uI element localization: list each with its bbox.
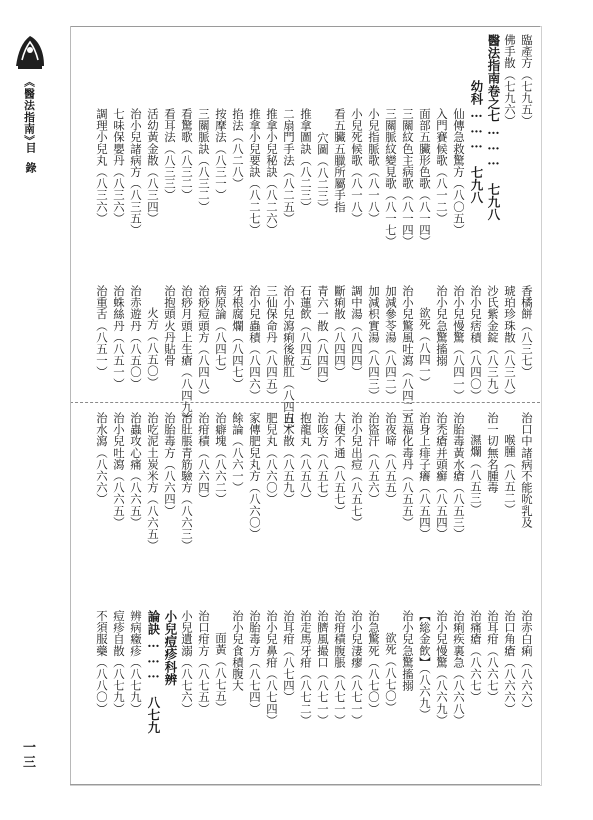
lower-toc-entry: 大便不通（八五七）	[333, 412, 347, 517]
lower-toc-entry: 治口角瘡（八六六）	[503, 610, 517, 715]
upper-toc-entry: 佛手散（七九六）	[503, 34, 517, 127]
lower-toc-entry: 治走馬牙疳（八七二）	[299, 610, 313, 726]
lower-toc-entry: 家傳肥兒丸方（八六〇）	[248, 412, 262, 540]
lower-toc-entry: 喉腫（八五二）	[503, 434, 517, 516]
upper-toc-entry: 琥珀珍珠散（八三八）	[503, 285, 517, 401]
lower-toc-entry: 痘疹自散（八七九）	[112, 610, 126, 715]
upper-toc-entry: 青六一散（八四四）	[316, 285, 330, 390]
upper-toc-entry: 三關脈訣（八三二）	[197, 108, 211, 213]
lower-toc-entry: 治耳疳（八六七）	[486, 610, 500, 703]
upper-toc-entry: 治小兒驚風吐瀉（八四二）	[401, 285, 415, 425]
lower-toc-entry: 治疳積（八六四）	[197, 412, 211, 505]
book-title: 《醫法指南》	[23, 76, 36, 147]
lower-toc-entry: 治小兒急驚搐搦	[401, 610, 415, 692]
page-number: 一三	[20, 740, 35, 770]
lower-toc-entry: 治禿瘡并頭癬（八五四）	[435, 412, 449, 540]
lower-toc-entry: 治夜啼（八五五）	[384, 412, 398, 505]
lower-toc-entry: 治小兒慢驚（八六九）	[435, 610, 449, 726]
upper-toc-entry: 幼科……… 七九八	[469, 80, 484, 204]
lower-toc-entry: 治臍風撮口（八七一）	[316, 610, 330, 726]
lower-toc-entry: 治口中諸病不能吮乳及	[520, 412, 534, 528]
upper-toc-entry: 二扇門手法（八二五）	[282, 108, 296, 224]
lower-toc-entry: 治小兒食積腹大	[231, 610, 245, 692]
upper-toc-entry: 推拿小兒秘訣（八二六）	[265, 108, 279, 236]
upper-toc-entry: 三關紋色主病歌（八一四）	[401, 108, 415, 248]
upper-toc-entry: 調中湯（八四四）	[350, 285, 364, 378]
upper-toc-entry: 治小兒急驚搐搦	[435, 285, 449, 367]
lower-toc-entry: 治身上痱子癢（八五四）	[418, 412, 432, 540]
lower-toc-entry: 辨病癥疹（八七九）	[129, 610, 143, 715]
middle-rule	[70, 402, 540, 403]
lower-toc-entry: 治胎毒方（八七四）	[248, 610, 262, 715]
upper-toc-entry: 香橘餅（八三七）	[520, 285, 534, 378]
upper-toc-entry: 按摩法（八三一）	[214, 108, 228, 201]
upper-toc-entry: 小兒指脈歌（八一八）	[367, 108, 381, 224]
upper-toc-entry: 治小兒瀉痢後脫肛（八四五）	[282, 285, 296, 436]
lower-toc-entry: 治小兒出痘（八五七）	[350, 412, 364, 528]
upper-toc-entry: 推拿圖訣（八二三）	[299, 108, 313, 213]
lower-toc-entry: 面黃（八七五）	[214, 632, 228, 714]
upper-toc-entry: 治小兒痞積（八四〇）	[469, 285, 483, 401]
lower-toc-entry: 論訣……… 八七九	[146, 610, 161, 734]
lower-toc-entry: 欲死（八七〇）	[384, 632, 398, 714]
upper-toc-entry: 三關脈紋變見歌（八一七）	[384, 108, 398, 248]
upper-toc-entry: 加減參苓湯（八四二）	[384, 285, 398, 401]
lower-toc-entry: 白术散（八五九）	[282, 412, 296, 505]
upper-toc-entry: 治赤遊丹（八五〇）	[129, 285, 143, 390]
upper-toc-entry: 看耳法（八三三）	[163, 108, 177, 201]
upper-toc-entry: 石蓮飲（八四五）	[299, 285, 313, 378]
lower-toc-entry: 治小兒吐瀉（八六五）	[112, 412, 126, 528]
lower-toc-entry: 餘論（八六一）	[231, 412, 245, 494]
lower-toc-entry: 【総金飲】（八六九）	[418, 610, 432, 721]
upper-toc-entry: 治小兒諸病方（八三五）	[129, 108, 143, 236]
lower-toc-entry: 濕爛（八五三）	[469, 434, 483, 516]
top-rule	[70, 26, 540, 27]
lower-toc-entry: 治急驚死（八七〇）	[367, 610, 381, 715]
upper-toc-entry: 仙傳急救驚方（八〇五）	[452, 108, 466, 236]
upper-toc-entry: 治小兒蟲積（八四六）	[248, 285, 262, 401]
upper-toc-entry: 治抱頭火丹貼骨	[163, 285, 177, 367]
upper-toc-entry: 入門賽候歌（八一二）	[435, 108, 449, 224]
lower-toc-entry: 治小兒鼻疳（八七四）	[265, 610, 279, 726]
lower-toc-entry: 治一切無名腫毒	[486, 412, 500, 494]
lower-toc-entry: 治胎毒黃水瘡（八五三）	[452, 412, 466, 540]
lower-toc-entry: 治疳積腹脹（八七一）	[333, 610, 347, 726]
upper-toc-entry: 看五臟五臘所屬手指	[333, 108, 347, 213]
lower-toc-entry: 治赤白痢（八六六）	[520, 610, 534, 715]
upper-toc-entry: 治蛛絲丹（八五一）	[112, 285, 126, 390]
lower-toc-entry: 小兒痘疹科辨	[163, 610, 178, 686]
upper-toc-entry: 治痧月頭上生瘡（八四九）	[180, 285, 194, 425]
lower-toc-entry: 五福化毒丹（八五五）	[401, 412, 415, 528]
upper-toc-entry: 三仙保命丹（八四五）	[265, 285, 279, 401]
lower-toc-entry: 抱龍丸（八五八）	[299, 412, 313, 505]
upper-toc-entry: 面部五臟形色歌（八一四）	[418, 108, 432, 248]
section-label: 目錄	[24, 142, 37, 182]
bottom-rule	[70, 784, 540, 785]
lower-toc-entry: 治水瀉（八六六）	[95, 412, 109, 505]
lower-toc-entry: 治癖塊（八六二）	[214, 412, 228, 505]
upper-toc-entry: 調理小兒丸（八三六）	[95, 108, 109, 224]
upper-toc-entry: 加減枳實湯（八四三）	[367, 285, 381, 401]
upper-toc-entry: 治痧痘頭方（八四八）	[197, 285, 211, 401]
lower-toc-entry: 治痢疾裏急（八六八）	[452, 610, 466, 726]
lower-toc-entry: 治盜汗（八五六）	[367, 412, 381, 505]
upper-toc-entry: 活幼黃金散（八三四）	[146, 108, 160, 224]
seal-icon	[12, 30, 48, 70]
upper-toc-entry: 推拿小兒要訣（八二七）	[248, 108, 262, 236]
upper-toc-entry: 火方（八五〇）	[146, 307, 160, 389]
upper-toc-entry: 欲死（八四一）	[418, 307, 432, 389]
lower-toc-entry: 治咳方（八五七）	[316, 412, 330, 505]
lower-toc-entry: 治胎毒方（八六四）	[163, 412, 177, 517]
left-rule	[70, 26, 71, 784]
upper-toc-entry: 七味保嬰丹（八三六）	[112, 108, 126, 224]
upper-toc-entry: 治重舌（八五一）	[95, 285, 109, 378]
lower-toc-entry: 治肚脹青筋驗方（八六三）	[180, 412, 194, 552]
upper-toc-entry: 沙氏紫金錠（八三九）	[486, 285, 500, 401]
upper-toc-entry: 牙根腐爛（八四七）	[231, 285, 245, 390]
lower-toc-entry: 治口疳方（八七五）	[197, 610, 211, 715]
upper-toc-entry: 醫法指南卷之七……… 七九八	[486, 34, 501, 221]
upper-toc-entry: 治小兒慢驚（八四一）	[452, 285, 466, 401]
upper-toc-entry: 臨產方（七九五）	[520, 34, 534, 127]
lower-toc-entry: 治蟲攻心痛（八六五）	[129, 412, 143, 528]
lower-toc-entry: 治吃泥土炭米方（八六五）	[146, 412, 160, 552]
upper-toc-entry: 斷痢散（八四四）	[333, 285, 347, 378]
lower-toc-entry: 不須服藥（八八〇）	[95, 610, 109, 715]
lower-toc-entry: 治痛瘡（八六七）	[469, 610, 483, 703]
upper-toc-entry: 小兒死候歌（八一八）	[350, 108, 364, 224]
upper-toc-entry: 病原論（八四七）	[214, 285, 228, 378]
lower-toc-entry: 小兒遺溺（八七六）	[180, 610, 194, 715]
lower-toc-entry: 治小兒淒瘳（八七一）	[350, 610, 364, 726]
lower-toc-entry: 治耳疳（八七四）	[282, 610, 296, 703]
upper-toc-entry: 穴圖（八二三）	[316, 132, 330, 214]
lower-toc-entry: 肥兒丸（八六〇）	[265, 412, 279, 505]
upper-toc-entry: 看驚歌（八三二）	[180, 108, 194, 201]
upper-toc-entry: 掐法（八二八）	[231, 108, 245, 190]
